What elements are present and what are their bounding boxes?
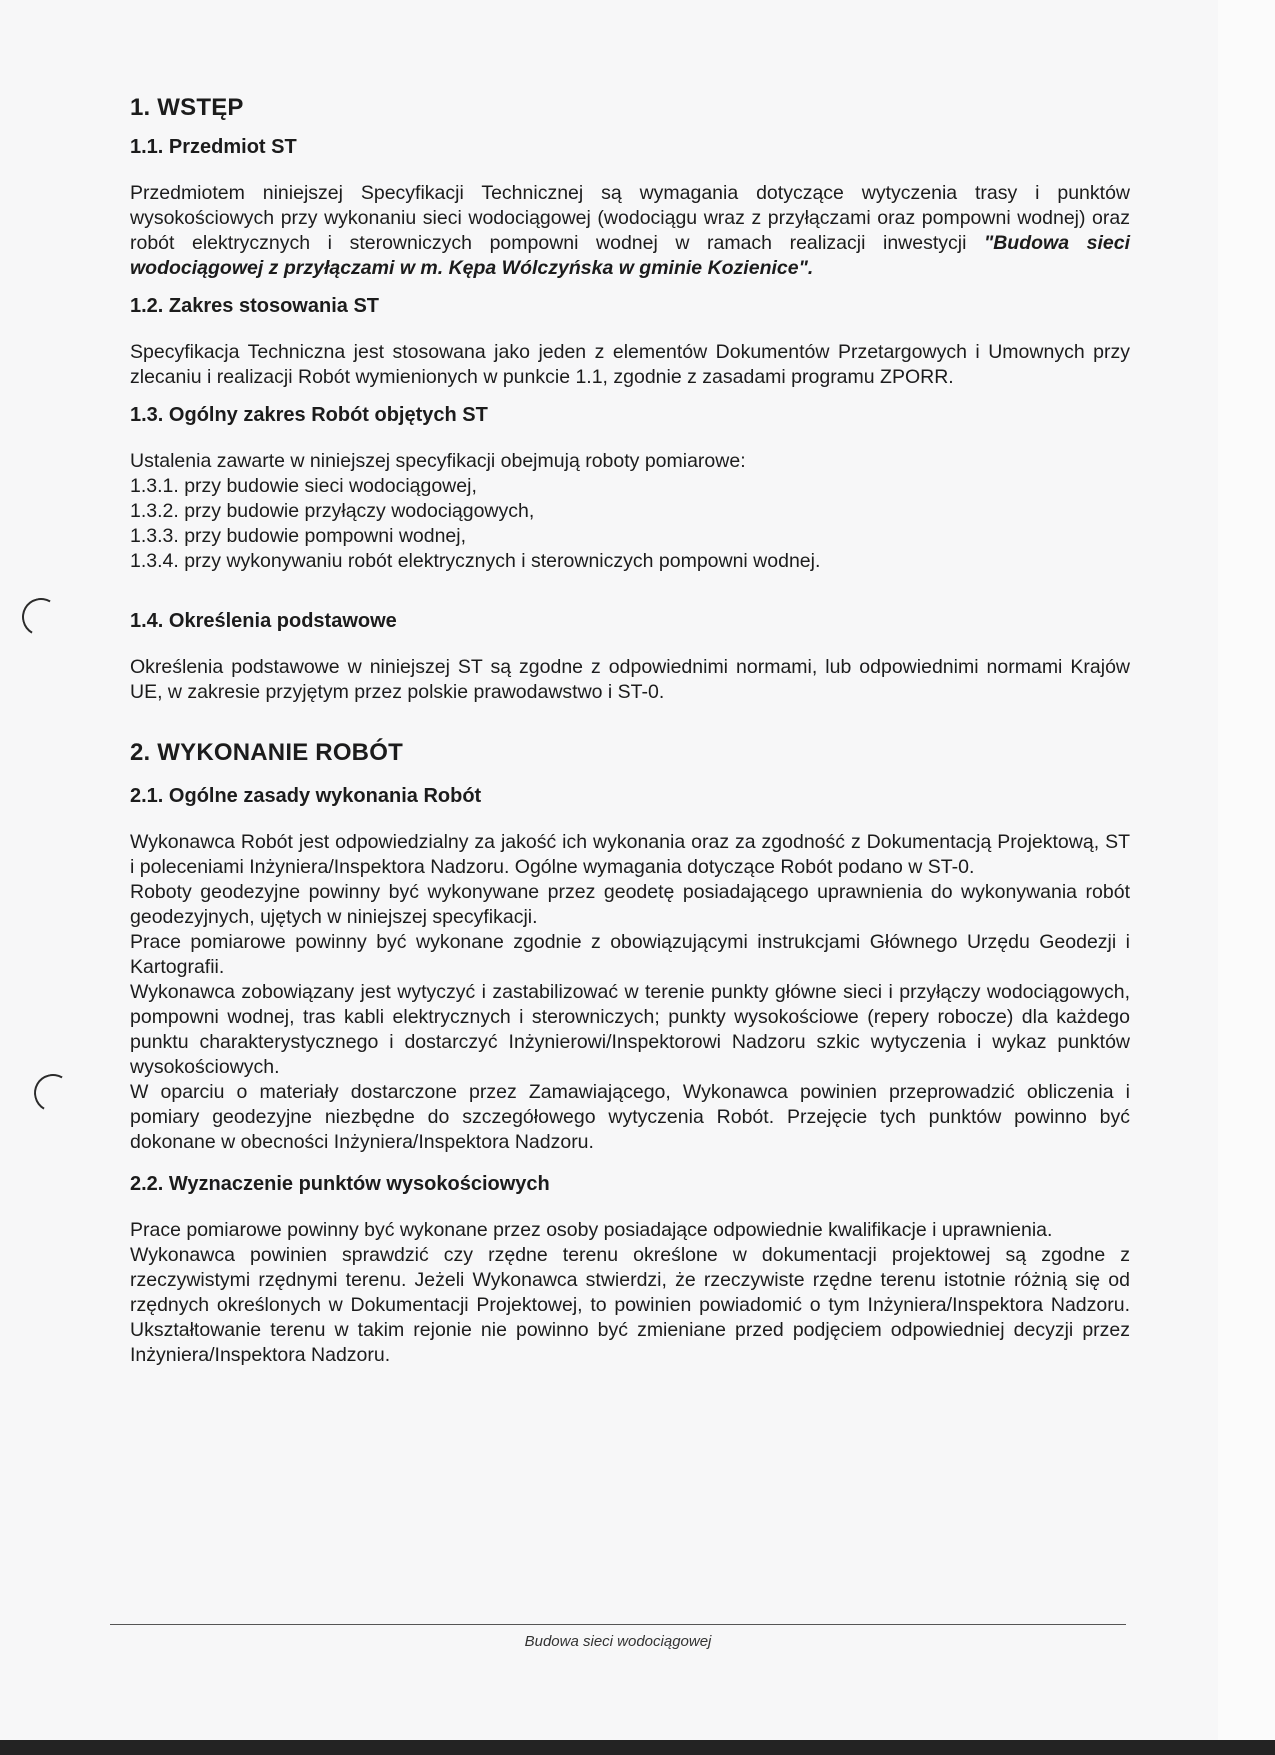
section-1-2-heading: 1.2. Zakres stosowania ST — [130, 295, 379, 317]
list-item: 1.3.4. przy wykonywaniu robót elektrycznych i sterowniczych pompowni wodnej. — [130, 550, 821, 572]
list-intro: Ustalenia zawarte w niniejszej specyfikacji obejmują roboty pomiarowe: — [130, 450, 746, 472]
section-1-3-list — [130, 449, 1130, 574]
section-1-1-body: Przedmiotem niniejszej Specyfikacji Technicznej są wymagania dotyczące wytyczenia trasy i punktów wysokościowych przy wykonaniu sieci wodociągowej (wodociągu wraz z przyłączami oraz pompowni wodnej) oraz robót elektrycznych i sterowniczych pompowni wodnej w ramach realizacji inwestycji — [130, 182, 1130, 254]
scan-margin-right — [1218, 0, 1275, 1755]
section-1-2-text: Specyfikacja Techniczna jest stosowana jako jeden z elementów Dokumentów Przetargowych i Umownych przy zlecaniu i realizacji Robót wymienionych w punkcie 1.1, zgodnie z zasadami programu ZPORR. — [130, 341, 1130, 388]
list-item: 1.3.2. przy budowie przyłączy wodociągowych, — [130, 500, 535, 522]
section-2-2-heading: 2.2. Wyznaczenie punktów wysokościowych — [130, 1173, 550, 1195]
paragraph: Wykonawca Robót jest odpowiedzialny za jakość ich wykonania oraz za zgodność z Dokumentacją Projektową, ST i poleceniami Inżyniera/Inspektora Nadzoru. Ogólne wymagania dotyczące Robót podano w ST-0. — [130, 831, 1130, 878]
list-item: 1.3.3. przy budowie pompowni wodnej, — [130, 525, 467, 547]
footer-divider — [110, 1624, 1126, 1625]
list-item: 1.3.1. przy budowie sieci wodociągowej, — [130, 475, 477, 497]
section-1-4-text: Określenia podstawowe w niniejszej ST są zgodne z odpowiednimi normami, lub odpowiednimi normami Krajów UE, w zakresie przyjętym przez polskie prawodawstwo i ST-0. — [130, 656, 1130, 703]
page-footer: Budowa sieci wodociągowej — [524, 1633, 712, 1650]
scan-margin-bottom — [0, 1740, 1275, 1755]
section-1-1-heading: 1.1. Przedmiot ST — [130, 136, 297, 158]
section-1-4-heading: 1.4. Określenia podstawowe — [130, 610, 397, 632]
paragraph: Roboty geodezyjne powinny być wykonywane przez geodetę posiadającego uprawnienia do wykonywania robót geodezyjnych, ujętych w niniejszej specyfikacji. — [130, 881, 1130, 928]
document-body — [126, 94, 1130, 1368]
section-2-1-heading: 2.1. Ogólne zasady wykonania Robót — [130, 785, 482, 807]
project-name-emphasis: "Budowa sieci wodociągowej z przyłączami w m. Kępa Wólczyńska w gminie Kozienice". — [130, 232, 1130, 279]
paragraph: Wykonawca zobowiązany jest wytyczyć i zastabilizować w terenie punkty główne sieci i przyłączy wodociągowych, pompowni wodnej, tras kabli elektrycznych i sterowniczych; punkty wysokościowe (repery robocze) dla każdego punktu charakterystycznego i dostarczyć Inżynierowi/Inspektorowi Nadzoru szkic wytyczenia i wykaz punktów wysokościowych. — [130, 981, 1130, 1078]
section-2-heading: 2. WYKONANIE ROBÓT — [130, 739, 403, 766]
paragraph: Prace pomiarowe powinny być wykonane zgodnie z obowiązującymi instrukcjami Głównego Urzędu Geodezji i Kartografii. — [130, 931, 1130, 978]
paragraph: Wykonawca powinien sprawdzić czy rzędne terenu określone w dokumentacji projektowej są zgodne z rzeczywistymi rzędnymi terenu. Jeżeli Wykonawca stwierdzi, że rzeczywiste rzędne terenu istotnie różnią się od rzędnych określonych w Dokumentacji Projektowej, to powinien powiadomić o tym Inżyniera/Inspektora Nadzoru. Ukształtowanie terenu w takim rejonie nie powinno być zmieniane przed podjęciem odpowiedniej decyzji przez Inżyniera/Inspektora Nadzoru. — [130, 1244, 1130, 1366]
paragraph: W oparciu o materiały dostarczone przez Zamawiającego, Wykonawca powinien przeprowadzić obliczenia i pomiary geodezyjne niezbędne do szczegółowego wytyczenia Robót. Przejęcie tych punktów powinno być dokonane w obecności Inżyniera/Inspektora Nadzoru. — [130, 1081, 1130, 1153]
section-1-1-text — [130, 181, 1130, 281]
paragraph: Prace pomiarowe powinny być wykonane przez osoby posiadające odpowiednie kwalifikacje i uprawnienia. — [130, 1219, 1053, 1241]
section-1-3-heading: 1.3. Ogólny zakres Robót objętych ST — [130, 404, 488, 426]
section-1-heading: 1. WSTĘP — [130, 94, 244, 121]
